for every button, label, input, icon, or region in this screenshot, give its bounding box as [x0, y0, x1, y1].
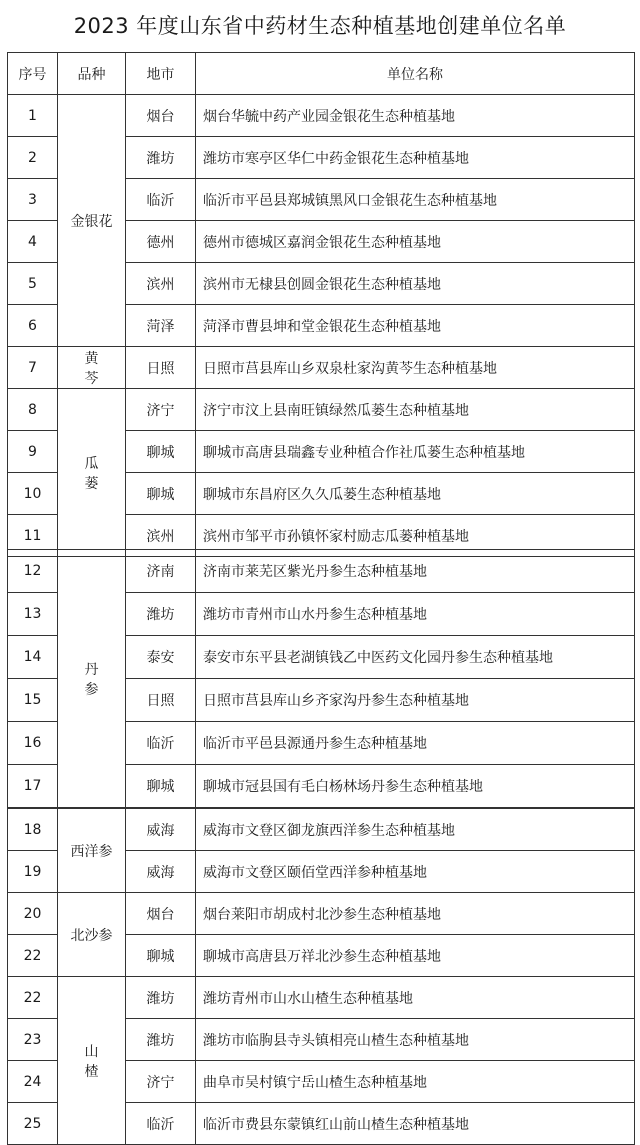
row-number: 15	[8, 679, 58, 722]
variety-cell: 山楂	[58, 977, 126, 1145]
city-cell: 滨州	[126, 263, 196, 305]
row-number: 19	[8, 851, 58, 893]
unit-name-cell: 日照市莒县库山乡齐家沟丹参生态种植基地	[196, 679, 635, 722]
unit-name-cell: 德州市德城区嘉润金银花生态种植基地	[196, 221, 635, 263]
city-cell: 潍坊	[126, 593, 196, 636]
unit-name-cell: 菏泽市曹县坤和堂金银花生态种植基地	[196, 305, 635, 347]
city-cell: 泰安	[126, 636, 196, 679]
unit-name-cell: 临沂市平邑县源通丹参生态种植基地	[196, 722, 635, 765]
table-row	[8, 389, 635, 431]
row-number: 6	[8, 305, 58, 347]
table-row	[8, 893, 635, 935]
city-cell: 潍坊	[126, 977, 196, 1019]
row-number: 25	[8, 1103, 58, 1145]
header-no: 序号	[8, 53, 58, 95]
row-number: 22	[8, 935, 58, 977]
row-number: 1	[8, 95, 58, 137]
unit-name-cell: 烟台莱阳市胡成村北沙参生态种植基地	[196, 893, 635, 935]
unit-name-cell: 临沂市平邑县郑城镇黑风口金银花生态种植基地	[196, 179, 635, 221]
row-number: 2	[8, 137, 58, 179]
unit-name-cell: 烟台华毓中药产业园金银花生态种植基地	[196, 95, 635, 137]
unit-name-cell: 泰安市东平县老湖镇钱乙中医药文化园丹参生态种植基地	[196, 636, 635, 679]
unit-name-cell: 聊城市高唐县瑞鑫专业种植合作社瓜蒌生态种植基地	[196, 431, 635, 473]
city-cell: 烟台	[126, 95, 196, 137]
table-block-3	[7, 808, 635, 1145]
row-number: 23	[8, 1019, 58, 1061]
city-cell: 济宁	[126, 389, 196, 431]
unit-name-cell: 潍坊青州市山水山楂生态种植基地	[196, 977, 635, 1019]
row-number: 8	[8, 389, 58, 431]
row-number: 20	[8, 893, 58, 935]
variety-cell: 北沙参	[58, 893, 126, 977]
unit-name-cell: 潍坊市临朐县寺头镇相亮山楂生态种植基地	[196, 1019, 635, 1061]
city-cell: 德州	[126, 221, 196, 263]
row-number: 11	[8, 515, 58, 557]
unit-name-cell: 威海市文登区颐佰堂西洋参种植基地	[196, 851, 635, 893]
city-cell: 威海	[126, 809, 196, 851]
unit-name-cell: 潍坊市寒亭区华仁中药金银花生态种植基地	[196, 137, 635, 179]
row-number: 3	[8, 179, 58, 221]
table-block-2	[7, 549, 635, 808]
table-row	[8, 347, 635, 389]
city-cell: 潍坊	[126, 1019, 196, 1061]
city-cell: 聊城	[126, 431, 196, 473]
table-row	[8, 809, 635, 851]
header-unit: 单位名称	[196, 53, 635, 95]
unit-name-cell: 滨州市邹平市孙镇怀家村励志瓜蒌种植基地	[196, 515, 635, 557]
table-block-1	[7, 52, 635, 557]
row-number: 10	[8, 473, 58, 515]
header-variety: 品种	[58, 53, 126, 95]
city-cell: 滨州	[126, 515, 196, 557]
unit-name-cell: 聊城市高唐县万祥北沙参生态种植基地	[196, 935, 635, 977]
table-row	[8, 95, 635, 137]
city-cell: 临沂	[126, 1103, 196, 1145]
row-number: 16	[8, 722, 58, 765]
city-cell: 临沂	[126, 179, 196, 221]
row-number: 7	[8, 347, 58, 389]
header-city: 地市	[126, 53, 196, 95]
row-number: 12	[8, 550, 58, 593]
unit-name-cell: 临沂市费县东蒙镇红山前山楂生态种植基地	[196, 1103, 635, 1145]
row-number: 4	[8, 221, 58, 263]
city-cell: 聊城	[126, 935, 196, 977]
unit-name-cell: 聊城市冠县国有毛白杨林场丹参生态种植基地	[196, 765, 635, 808]
city-cell: 烟台	[126, 893, 196, 935]
row-number: 22	[8, 977, 58, 1019]
city-cell: 济南	[126, 550, 196, 593]
unit-name-cell: 济宁市汶上县南旺镇绿然瓜蒌生态种植基地	[196, 389, 635, 431]
variety-cell: 西洋参	[58, 809, 126, 893]
row-number: 18	[8, 809, 58, 851]
city-cell: 菏泽	[126, 305, 196, 347]
table-header-row	[8, 53, 635, 95]
variety-cell: 丹参	[58, 550, 126, 808]
row-number: 24	[8, 1061, 58, 1103]
city-cell: 日照	[126, 679, 196, 722]
variety-cell: 黄芩	[58, 347, 126, 389]
city-cell: 日照	[126, 347, 196, 389]
unit-name-cell: 曲阜市吴村镇宁岳山楂生态种植基地	[196, 1061, 635, 1103]
unit-name-cell: 威海市文登区御龙旗西洋参生态种植基地	[196, 809, 635, 851]
city-cell: 济宁	[126, 1061, 196, 1103]
table-row	[8, 977, 635, 1019]
city-cell: 聊城	[126, 765, 196, 808]
row-number: 13	[8, 593, 58, 636]
row-number: 5	[8, 263, 58, 305]
unit-name-cell: 日照市莒县库山乡双泉杜家沟黄芩生态种植基地	[196, 347, 635, 389]
row-number: 17	[8, 765, 58, 808]
unit-name-cell: 聊城市东昌府区久久瓜蒌生态种植基地	[196, 473, 635, 515]
table-row	[8, 550, 635, 593]
variety-cell: 金银花	[58, 95, 126, 347]
city-cell: 潍坊	[126, 137, 196, 179]
variety-cell: 瓜蒌	[58, 389, 126, 557]
city-cell: 威海	[126, 851, 196, 893]
document-title: 2023 年度山东省中药材生态种植基地创建单位名单	[73, 14, 567, 38]
unit-name-cell: 滨州市无棣县创圆金银花生态种植基地	[196, 263, 635, 305]
unit-name-cell: 潍坊市青州市山水丹参生态种植基地	[196, 593, 635, 636]
unit-name-cell: 济南市莱芜区紫光丹参生态种植基地	[196, 550, 635, 593]
city-cell: 聊城	[126, 473, 196, 515]
city-cell: 临沂	[126, 722, 196, 765]
row-number: 9	[8, 431, 58, 473]
row-number: 14	[8, 636, 58, 679]
